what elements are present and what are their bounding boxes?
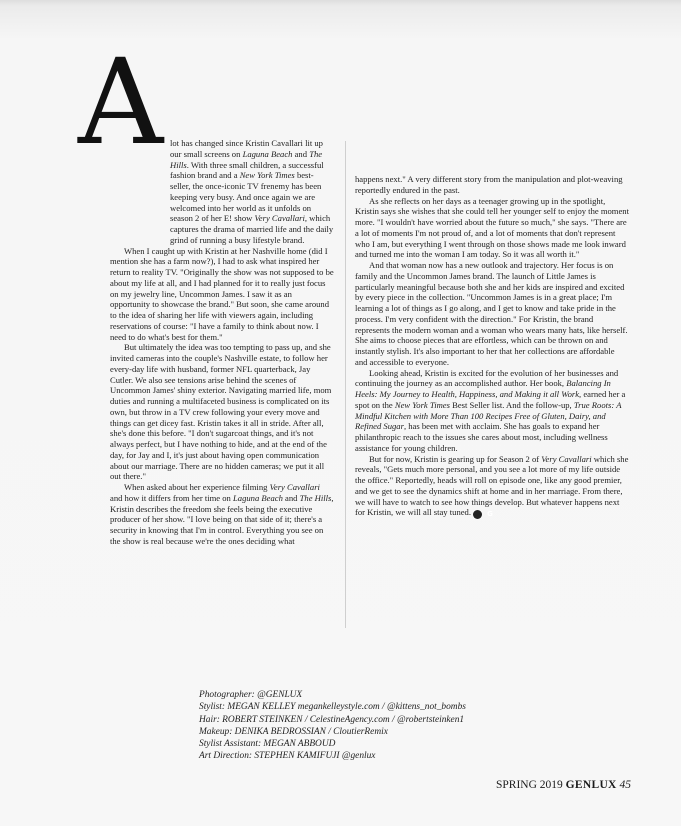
credit-makeup: Makeup: DENIKA BEDROSSIAN / CloutierRemix xyxy=(199,726,388,737)
paragraph: lot has changed since Kristin Cavallari lit up our small screens on Laguna Beach and The Hills. With three small children, a successful fashion brand and a New York Times best-seller, the once-iconic TV frenemy has been keeping very busy. And once again we are welcomed into her world as it unfolds on season 2 of her E! show Very Cavallari, which captures the drama of married life and the daily grind of running a busy lifestyle brand. xyxy=(170,138,334,245)
folio-issue: SPRING 2019 xyxy=(496,779,563,791)
paragraph: As she reflects on her days as a teenager growing up in the spotlight, Kristin says she wishes that she could tell her younger self to enjoy the moment more. "I wouldn't have worried about the future so much," she says. "There are a lot of moments I'm not proud of, and a lot of moments that don't represent who I am, but everything I went through on those shows made me look inward and turned me into the woman I am today. So it was all worth it." xyxy=(355,195,629,260)
article-column-right xyxy=(355,174,629,519)
drop-cap: A xyxy=(78,33,164,171)
photo-credits xyxy=(199,689,466,763)
paragraph: Looking ahead, Kristin is excited for the evolution of her businesses and continuing the journey as an accomplished author. Her book, Balancing In Heels: My Journey to Health, Happiness, and Making it all Work, earned her a spot on the New York Times Best Seller list. And the follow-up, True Roots: A Mindful Kitchen with More Than 100 Recipes Free of Gluten, Dairy, and Refined Sugar, has been met with acclaim. She has goals to expand her philanthropic reach to the issues she cares about most, including wellness assistance for young children. xyxy=(355,367,626,453)
paragraph: And that woman now has a new outlook and trajectory. Her focus is on family and the Uncommon James brand. The launch of Little James is particularly meaningful because both she and her kids are inspired and excited by every piece in the collection. "Uncommon James is in a great place; I'm learning a lot of things as I go along, and I get to know and take pride in the process. I'm very confident with the direction." For Kristin, the brand represents the modern woman and a woman who wears many hats, like herself. She aims to choose pieces that are effortless, which can be thrown on and instantly stylish. It's also important to her that her collections are affordable and accessible to everyone. xyxy=(355,260,628,367)
paragraph: But ultimately the idea was too tempting to pass up, and she invited cameras into the couple's Nashville estate, to follow her every-day life with husband, former NFL quarterback, Jay Cutler. We also see tensions arise behind the scenes of Uncommon James' shiny exterior. Navigating married life, mom duties and running a multifaceted business is complicated on its own, but throw in a TV crew following your every move and things can get dicey fast. Kristin takes it all in stride. After all, she's done this before. "I don't sugarcoat things, and it's not always perfect, but I have nothing to hide, and at the end of the day, for Jay and I, it's just about having open communication about our marriage. There are no hidden cameras; we put it all out there." xyxy=(110,342,332,482)
paragraph: When I caught up with Kristin at her Nashville home (did I mention she has a farm now?), I had to ask what inspired her return to reality TV. "Originally the show was not supposed to be about my life at all, and I had planned for it to really just focus on my jewelry line, Uncommon James. I saw it as an opportunity to showcase the brand." But soon, she came around to the idea of sharing her life with viewers again, including reservations of course: "I have a family to think about now. I need to do what's best for them." xyxy=(110,245,334,342)
credit-photographer: Photographer: @GENLUX xyxy=(199,690,303,700)
credit-hair: Hair: ROBERT STEINKEN / CelestineAgency.com / @robertsteinken1 xyxy=(199,714,465,725)
paragraph: But for now, Kristin is gearing up for Season 2 of Very Cavallari which she reveals, "Gets much more personal, and you see a lot more of my life outside the office." Reportedly, heads will roll on episode one, like any good premier, and we get to see the dynamics shift at home and in her marriage. From there, we will have to watch to see how things develop. But whatever happens next for Kristin, we will all stay tuned. G xyxy=(355,453,629,519)
paragraph: When asked about her experience filming Very Cavallari and how it differs from her time on Laguna Beach and The Hills, Kristin describes the freedom she feels being the executive producer of her show. "I love being on that side of it; there's a security in knowing that I'm in control. Everything you see on the show is real because we're the ones deciding what xyxy=(110,482,334,546)
folio-page-number: 45 xyxy=(619,779,632,791)
folio-brand: GENLUX xyxy=(565,779,617,791)
genlux-end-mark-icon: G xyxy=(473,510,482,519)
page-folio xyxy=(496,779,631,791)
column-divider xyxy=(345,141,346,628)
credit-stylist-assistant: Stylist Assistant: MEGAN ABBOUD xyxy=(199,739,336,750)
credit-art-direction: Art Direction: STEPHEN KAMIFUJI @genlux xyxy=(199,751,376,762)
paragraph: happens next." A very different story from the manipulation and plot-weaving reportedly endured in the past. xyxy=(355,174,623,195)
article-column-left xyxy=(110,138,334,547)
credit-stylist: Stylist: MEGAN KELLEY megankelleystyle.com / @kittens_not_bombs xyxy=(199,702,466,713)
